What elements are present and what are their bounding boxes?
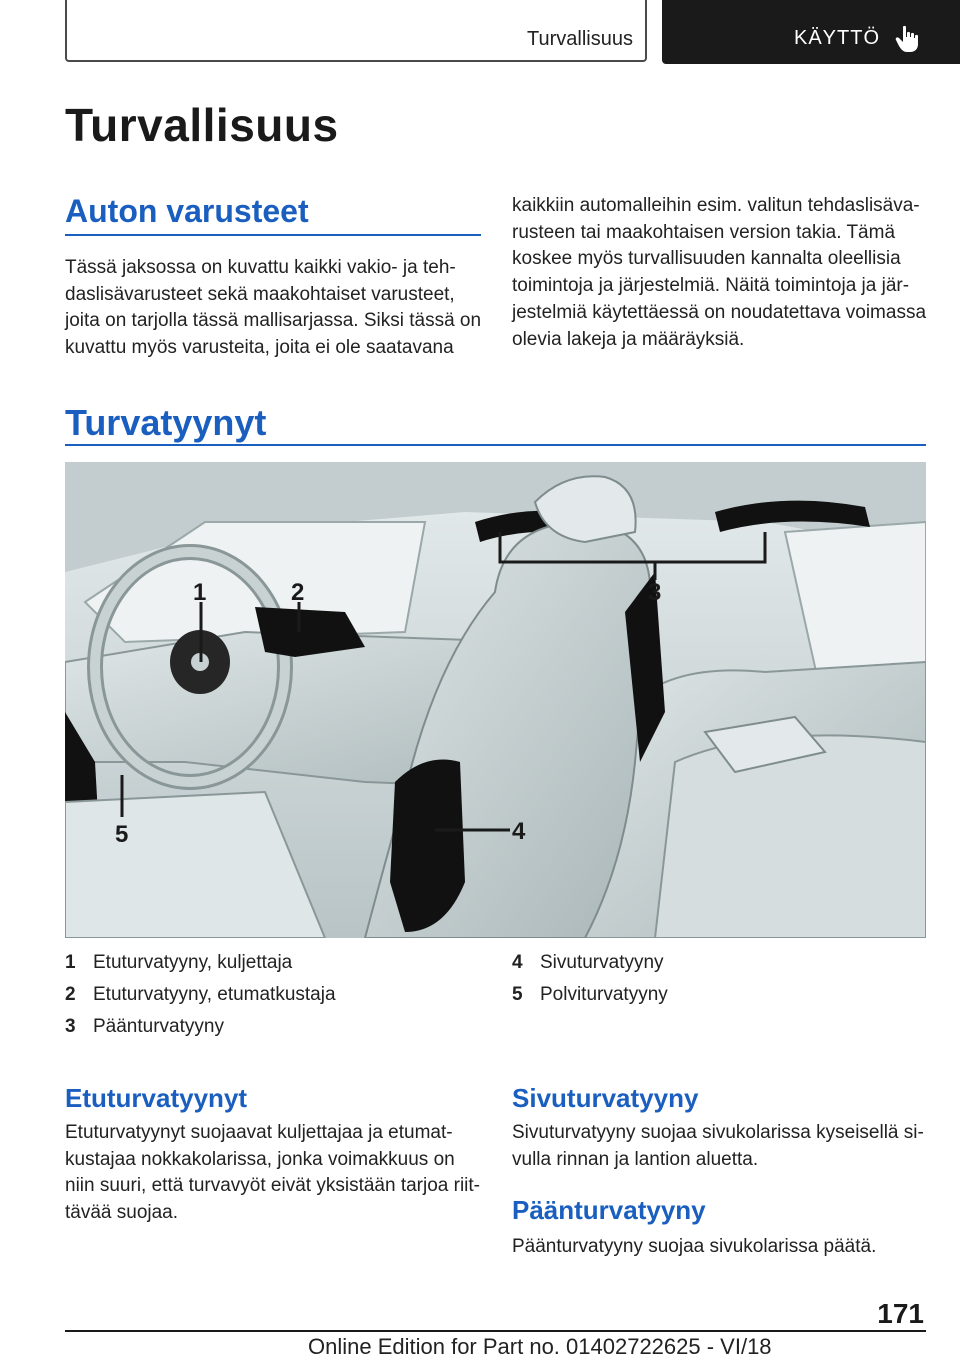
legend-number: 5 [512, 984, 523, 1005]
edition-note: Online Edition for Part no. 01402722625 - VI/18 [308, 1334, 772, 1359]
header-section-box [65, 0, 647, 62]
car-interior-drawing [65, 462, 926, 938]
text-line: Etuturvatyynyt suojaavat kuljettajaa ja etumat- [65, 1122, 453, 1143]
footer-rule [65, 1330, 926, 1332]
legend-number: 4 [512, 952, 523, 973]
text-line: daslisävarusteet sekä maakohtaiset varusteet, [65, 283, 455, 305]
legend-text: Sivuturvatyyny [540, 952, 664, 973]
callout-1: 1 [193, 579, 207, 606]
text-line: olevia lakeja ja määräyksiä. [512, 328, 745, 350]
equipment-text-right [512, 193, 942, 353]
page-title: Turvallisuus [65, 99, 339, 151]
legend-text: Päänturvatyyny [93, 1016, 224, 1037]
callout-4: 4 [512, 818, 526, 845]
subheading-head-airbag: Päänturvatyyny [512, 1195, 706, 1225]
subheading-side-airbag: Sivuturvatyyny [512, 1083, 699, 1113]
text-line: kaikkiin automalleihin esim. valitun tehdaslisäva- [512, 195, 920, 216]
text-line: koskee myös turvallisuuden kannalta oleellisia [512, 248, 901, 270]
text-line: jestelmiä käytettäessä on noudatettava voimassa [512, 301, 927, 323]
text-line: Tässä jaksossa on kuvattu kaikki vakio- ja teh- [65, 257, 456, 278]
text-line: Sivuturvatyyny suojaa sivukolarissa kyseisellä si- [512, 1122, 924, 1143]
page-number: 171 [877, 1298, 924, 1329]
airbag-illustration [65, 462, 926, 938]
front-airbags-text [65, 1120, 495, 1227]
legend-number: 3 [65, 1016, 76, 1037]
side-airbag-text [512, 1120, 942, 1173]
legend-number: 2 [65, 984, 76, 1005]
text-line: niin suuri, että turvavyöt eivät yksistään tarjoa riit- [65, 1175, 481, 1197]
text-line: kuvattu myös varusteita, joita ei ole saatavana [65, 337, 454, 359]
legend-text: Polviturvatyyny [540, 984, 668, 1005]
subheading-front-airbags: Etuturvatyynyt [65, 1083, 248, 1113]
heading-rule [65, 234, 481, 236]
callout-3: 3 [648, 579, 662, 606]
text-line: Päänturvatyyny suojaa sivukolarissa päätä. [512, 1236, 877, 1257]
text-line: rusteen tai maakohtaisen version takia. Tämä [512, 221, 896, 243]
section-heading-airbags: Turvatyynyt [65, 402, 267, 443]
heading-rule [65, 444, 926, 446]
equipment-text-left [65, 255, 495, 362]
callout-5: 5 [115, 821, 129, 848]
text-line: vulla rinnan ja lantion aluetta. [512, 1148, 759, 1170]
callout-2: 2 [291, 579, 305, 606]
legend-text: Etuturvatyyny, kuljettaja [93, 952, 293, 973]
legend-number: 1 [65, 952, 76, 973]
text-line: kustajaa nokkakolarissa, jonka voimakkuus on [65, 1148, 455, 1170]
header-section-label: Turvallisuus [527, 28, 633, 50]
hand-pointer-icon [894, 24, 922, 54]
legend-text: Etuturvatyyny, etumatkustaja [93, 984, 336, 1005]
text-line: tävää suojaa. [65, 1202, 179, 1224]
text-line: toimintoja ja järjestelmiä. Näitä toimintoja ja jär- [512, 275, 910, 297]
section-heading-equipment: Auton varusteet [65, 193, 309, 229]
text-line: joita on tarjolla tässä mallisarjassa. Siksi tässä on [65, 310, 482, 332]
chapter-tab-label: KÄYTTÖ [794, 27, 881, 49]
head-airbag-text [512, 1234, 942, 1261]
